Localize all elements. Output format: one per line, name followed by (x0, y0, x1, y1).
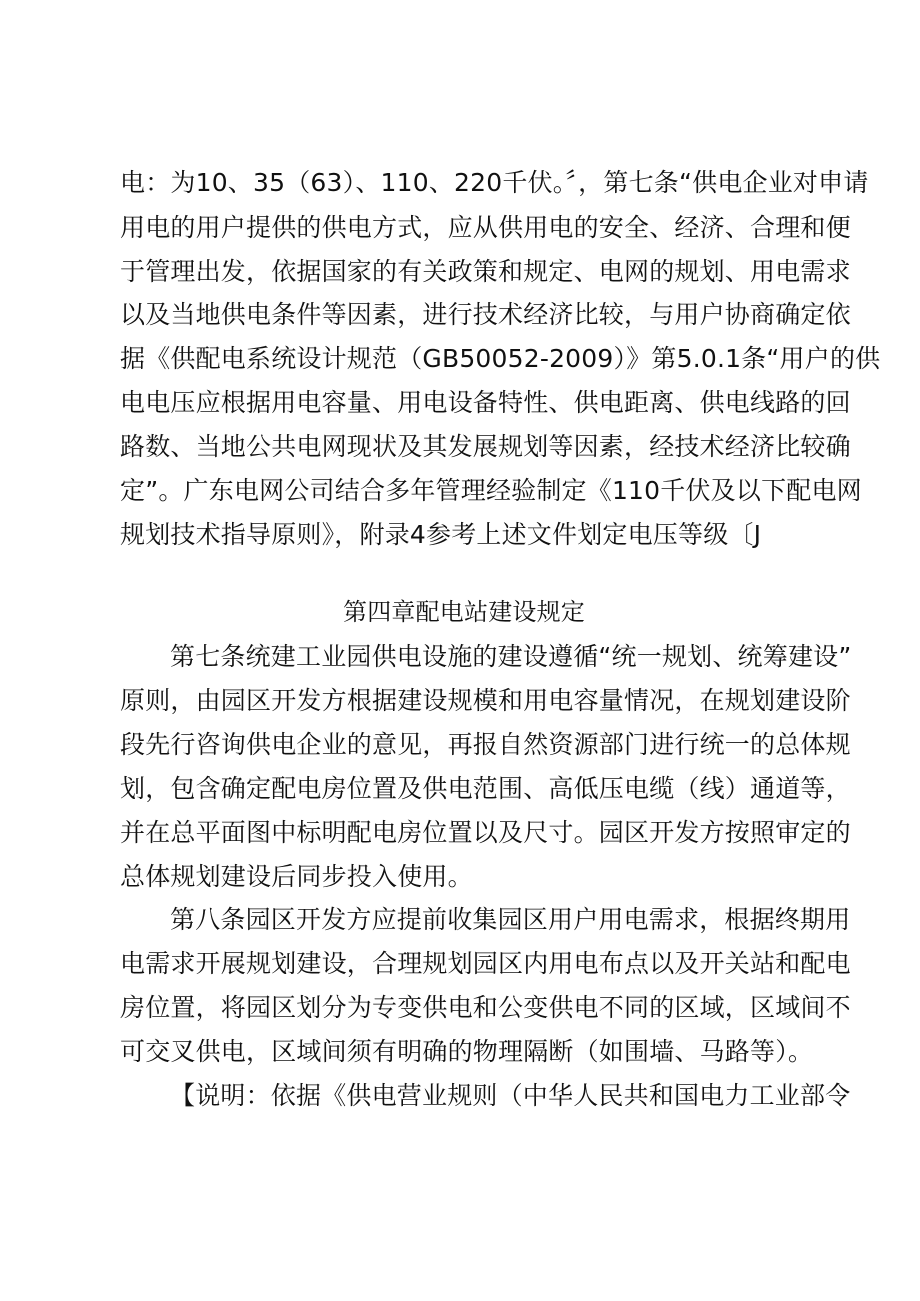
text-line: 路数、当地公共电网现状及其发展规划等因素，经技术经济比较确 (120, 432, 851, 461)
text-line: 电电压应根据用电容量、用电设备特性、供电距离、供电线路的回 (120, 388, 851, 417)
article-8-line: 房位置，将园区划分为专变供电和公变供电不同的区域，区域间不 (120, 993, 851, 1022)
article-8-line: 可交叉供电，区域间须有明确的物理隔断（如围墙、马路等）。 (120, 1037, 814, 1066)
article-7-line: 并在总平面图中标明配电房位置以及尺寸。园区开发方按照审定的 (120, 818, 851, 847)
note-line: 【说明：依据《供电营业规则（中华人民共和国电力工业部令 (170, 1081, 851, 1110)
text-line: 定”。广东电网公司结合多年管理经验制定《110千伏及以下配电网 (120, 476, 862, 505)
text-line: 据《供配电系统设计规范（GB50052-2009）》第5.0.1条“用户的供 (120, 344, 881, 373)
text-line: 于管理出发，依据国家的有关政策和规定、电网的规划、用电需求 (120, 257, 851, 286)
article-7-line: 段先行咨询供电企业的意见，再报自然资源部门进行统一的总体规 (120, 730, 851, 759)
text-line: 以及当地供电条件等因素，进行技术经济比较，与用户协商确定依 (120, 300, 851, 329)
text-line: 电：为10、35（63）、110、220千伏。〞，第七条“供电企业对申请 (120, 168, 869, 197)
chapter-heading: 第四章配电站建设规定 (343, 598, 585, 626)
article-7-line: 划，包含确定配电房位置及供电范围、高低压电缆（线）通道等， (120, 774, 851, 803)
article-7-line: 第七条统建工业园供电设施的建设遵循“统一规划、统筹建设” (170, 642, 852, 671)
text-line: 规划技术指导原则》，附录4参考上述文件划定电压等级〔J (120, 520, 762, 549)
article-7-line: 原则，由园区开发方根据建设规模和用电容量情况，在规划建设阶 (120, 686, 851, 715)
article-8-line: 第八条园区开发方应提前收集园区用户用电需求，根据终期用 (170, 905, 851, 934)
article-8-line: 电需求开展规划建设，合理规划园区内用电布点以及开关站和配电 (120, 949, 851, 978)
text-line: 用电的用户提供的供电方式，应从供用电的安全、经济、合理和便 (120, 213, 851, 242)
article-7-line: 总体规划建设后同步投入使用。 (120, 862, 473, 891)
